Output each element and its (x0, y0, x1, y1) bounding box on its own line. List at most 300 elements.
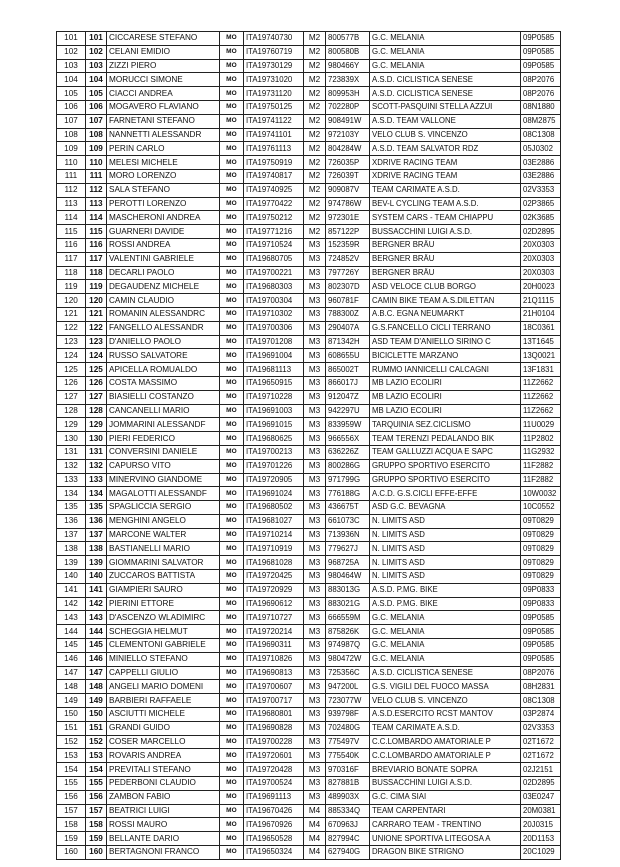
table-row (57, 252, 561, 266)
license-cell: 972301E (326, 211, 370, 225)
license-cell: 627940G (326, 846, 370, 860)
category-cell: M3 (304, 652, 326, 666)
position-cell: 124 (57, 349, 86, 363)
category-cell: M3 (304, 763, 326, 777)
license-cell: 966556X (326, 432, 370, 446)
club-code-cell: 21Q1115 (521, 294, 561, 308)
bib-number-cell: 151 (86, 721, 107, 735)
gender-cell: MO (220, 777, 244, 791)
uci-code-cell: ITA19710228 (244, 390, 304, 404)
bib-number-cell: 125 (86, 363, 107, 377)
license-cell: 912047Z (326, 390, 370, 404)
rider-name-cell: MARCONE WALTER (107, 528, 220, 542)
table-row (57, 349, 561, 363)
uci-code-cell: ITA19680705 (244, 252, 304, 266)
uci-code-cell: ITA19701208 (244, 335, 304, 349)
gender-cell: MO (220, 666, 244, 680)
rider-name-cell: CIACCI ANDREA (107, 87, 220, 101)
table-row (57, 294, 561, 308)
license-cell: 776188G (326, 487, 370, 501)
bib-number-cell: 143 (86, 611, 107, 625)
club-code-cell: 09P0585 (521, 639, 561, 653)
uci-code-cell: ITA19701226 (244, 459, 304, 473)
table-row (57, 197, 561, 211)
uci-code-cell: ITA19710727 (244, 611, 304, 625)
uci-code-cell: ITA19650915 (244, 376, 304, 390)
uci-code-cell: ITA19771216 (244, 225, 304, 239)
uci-code-cell: ITA19720428 (244, 763, 304, 777)
license-cell: 857122P (326, 225, 370, 239)
position-cell: 157 (57, 804, 86, 818)
position-cell: 123 (57, 335, 86, 349)
position-cell: 111 (57, 169, 86, 183)
gender-cell: MO (220, 501, 244, 515)
club-name-cell: ASD G.C. BEVAGNA (370, 501, 521, 515)
rider-name-cell: FARNETANI STEFANO (107, 114, 220, 128)
uci-code-cell: ITA19720601 (244, 749, 304, 763)
gender-cell: MO (220, 570, 244, 584)
category-cell: M4 (304, 818, 326, 832)
table-row (57, 570, 561, 584)
bib-number-cell: 124 (86, 349, 107, 363)
gender-cell: MO (220, 266, 244, 280)
bib-number-cell: 149 (86, 694, 107, 708)
position-cell: 112 (57, 183, 86, 197)
category-cell: M2 (304, 45, 326, 59)
license-cell: 947200L (326, 680, 370, 694)
position-cell: 142 (57, 597, 86, 611)
position-cell: 125 (57, 363, 86, 377)
rider-name-cell: PEDERBONI CLAUDIO (107, 777, 220, 791)
club-name-cell: XDRIVE RACING TEAM (370, 156, 521, 170)
uci-code-cell: ITA19731120 (244, 87, 304, 101)
club-name-cell: MB LAZIO ECOLIRI (370, 390, 521, 404)
club-name-cell: DRAGON BIKE STRIGNO (370, 846, 521, 860)
uci-code-cell: ITA19710302 (244, 307, 304, 321)
club-code-cell: 09T0829 (521, 514, 561, 528)
club-code-cell: 09T0829 (521, 528, 561, 542)
category-cell: M3 (304, 735, 326, 749)
rider-name-cell: NANNETTI ALESSANDR (107, 128, 220, 142)
category-cell: M3 (304, 680, 326, 694)
position-cell: 121 (57, 307, 86, 321)
position-cell: 102 (57, 45, 86, 59)
rider-name-cell: SCHEGGIA HELMUT (107, 625, 220, 639)
club-name-cell: A.S.D. CICLISTICA SENESE (370, 87, 521, 101)
position-cell: 134 (57, 487, 86, 501)
club-code-cell: 11P2802 (521, 432, 561, 446)
table-row (57, 32, 561, 46)
club-code-cell: 20H0023 (521, 280, 561, 294)
uci-code-cell: ITA19750212 (244, 211, 304, 225)
rider-name-cell: PIERI FEDERICO (107, 432, 220, 446)
bib-number-cell: 154 (86, 763, 107, 777)
rider-name-cell: CAPURSO VITO (107, 459, 220, 473)
license-cell: 788300Z (326, 307, 370, 321)
gender-cell: MO (220, 114, 244, 128)
club-name-cell: G.C. MELANIA (370, 59, 521, 73)
gender-cell: MO (220, 625, 244, 639)
gender-cell: MO (220, 418, 244, 432)
bib-number-cell: 107 (86, 114, 107, 128)
club-code-cell: 11Z2662 (521, 390, 561, 404)
table-row (57, 363, 561, 377)
club-name-cell: G.S.FANCELLO CICLI TERRANO (370, 321, 521, 335)
gender-cell: MO (220, 252, 244, 266)
club-code-cell: 20X0303 (521, 238, 561, 252)
category-cell: M3 (304, 266, 326, 280)
gender-cell: MO (220, 59, 244, 73)
table-row (57, 721, 561, 735)
uci-code-cell: ITA19690311 (244, 639, 304, 653)
position-cell: 128 (57, 404, 86, 418)
position-cell: 116 (57, 238, 86, 252)
rider-name-cell: PERIN CARLO (107, 142, 220, 156)
table-row (57, 59, 561, 73)
rider-name-cell: CICCARESE STEFANO (107, 32, 220, 46)
gender-cell: MO (220, 349, 244, 363)
category-cell: M3 (304, 790, 326, 804)
club-name-cell: ASD TEAM D'ANIELLO SIRINO C (370, 335, 521, 349)
category-cell: M2 (304, 114, 326, 128)
club-name-cell: TEAM CARIMATE A.S.D. (370, 721, 521, 735)
rider-name-cell: CLEMENTONI GABRIELE (107, 639, 220, 653)
uci-code-cell: ITA19710919 (244, 542, 304, 556)
club-code-cell: 09T0829 (521, 570, 561, 584)
bib-number-cell: 141 (86, 583, 107, 597)
gender-cell: MO (220, 528, 244, 542)
gender-cell: MO (220, 735, 244, 749)
table-row (57, 528, 561, 542)
uci-code-cell: ITA19691113 (244, 790, 304, 804)
table-row (57, 790, 561, 804)
bib-number-cell: 119 (86, 280, 107, 294)
club-name-cell: N. LIMITS ASD (370, 570, 521, 584)
rider-name-cell: DEGAUDENZ MICHELE (107, 280, 220, 294)
position-cell: 115 (57, 225, 86, 239)
uci-code-cell: ITA19720214 (244, 625, 304, 639)
license-cell: 827881B (326, 777, 370, 791)
uci-code-cell: ITA19700717 (244, 694, 304, 708)
uci-code-cell: ITA19700213 (244, 445, 304, 459)
club-name-cell: BICICLETTE MARZANO (370, 349, 521, 363)
club-name-cell: A.S.D. CICLISTICA SENESE (370, 666, 521, 680)
club-code-cell: 09P0585 (521, 45, 561, 59)
gender-cell: MO (220, 404, 244, 418)
position-cell: 143 (57, 611, 86, 625)
gender-cell: MO (220, 445, 244, 459)
gender-cell: MO (220, 680, 244, 694)
category-cell: M3 (304, 445, 326, 459)
category-cell: M2 (304, 100, 326, 114)
club-code-cell: 20X0303 (521, 252, 561, 266)
bib-number-cell: 101 (86, 32, 107, 46)
rider-name-cell: MOGAVERO FLAVIANO (107, 100, 220, 114)
license-cell: 809953H (326, 87, 370, 101)
category-cell: M3 (304, 473, 326, 487)
table-row (57, 307, 561, 321)
category-cell: M3 (304, 501, 326, 515)
club-name-cell: BERGNER BRÄU (370, 266, 521, 280)
bib-number-cell: 146 (86, 652, 107, 666)
club-code-cell: 02D2895 (521, 777, 561, 791)
position-cell: 151 (57, 721, 86, 735)
club-code-cell: 02V3353 (521, 183, 561, 197)
position-cell: 158 (57, 818, 86, 832)
license-cell: 871342H (326, 335, 370, 349)
table-row (57, 87, 561, 101)
license-cell: 702280P (326, 100, 370, 114)
table-row (57, 225, 561, 239)
category-cell: M3 (304, 363, 326, 377)
gender-cell: MO (220, 169, 244, 183)
category-cell: M3 (304, 694, 326, 708)
bib-number-cell: 127 (86, 390, 107, 404)
club-code-cell: 20J0315 (521, 818, 561, 832)
club-code-cell: 02P3865 (521, 197, 561, 211)
rider-name-cell: ROVARIS ANDREA (107, 749, 220, 763)
club-name-cell: N. LIMITS ASD (370, 528, 521, 542)
uci-code-cell: ITA19700524 (244, 777, 304, 791)
license-cell: 725356C (326, 666, 370, 680)
position-cell: 150 (57, 708, 86, 722)
club-name-cell: TEAM GALLUZZI ACQUA E SAPC (370, 445, 521, 459)
club-name-cell: A.C.D. G.S.CICLI EFFE-EFFE (370, 487, 521, 501)
table-row (57, 45, 561, 59)
gender-cell: MO (220, 156, 244, 170)
club-code-cell: 11F2882 (521, 459, 561, 473)
gender-cell: MO (220, 790, 244, 804)
position-cell: 118 (57, 266, 86, 280)
license-cell: 908491W (326, 114, 370, 128)
table-row (57, 611, 561, 625)
bib-number-cell: 131 (86, 445, 107, 459)
rider-name-cell: ROSSI MAURO (107, 818, 220, 832)
rider-name-cell: ZIZZI PIERO (107, 59, 220, 73)
license-cell: 804284W (326, 142, 370, 156)
bib-number-cell: 116 (86, 238, 107, 252)
license-cell: 489903X (326, 790, 370, 804)
table-row (57, 335, 561, 349)
club-name-cell: GRUPPO SPORTIVO ESERCITO (370, 473, 521, 487)
gender-cell: MO (220, 804, 244, 818)
rider-name-cell: VALENTINI GABRIELE (107, 252, 220, 266)
club-code-cell: 02J2151 (521, 763, 561, 777)
bib-number-cell: 112 (86, 183, 107, 197)
gender-cell: MO (220, 583, 244, 597)
table-row (57, 652, 561, 666)
license-cell: 974987Q (326, 639, 370, 653)
club-code-cell: 20X0303 (521, 266, 561, 280)
club-code-cell: 03P2874 (521, 708, 561, 722)
gender-cell: MO (220, 390, 244, 404)
category-cell: M3 (304, 666, 326, 680)
category-cell: M4 (304, 804, 326, 818)
club-name-cell: CAMIN BIKE TEAM A.S.DILETTAN (370, 294, 521, 308)
bib-number-cell: 142 (86, 597, 107, 611)
club-name-cell: A.S.D. TEAM SALVATOR RDZ (370, 142, 521, 156)
club-name-cell: RUMMO IANNICELLI CALCAGNI (370, 363, 521, 377)
position-cell: 140 (57, 570, 86, 584)
category-cell: M3 (304, 639, 326, 653)
position-cell: 108 (57, 128, 86, 142)
club-name-cell: G.C. MELANIA (370, 45, 521, 59)
gender-cell: MO (220, 542, 244, 556)
position-cell: 110 (57, 156, 86, 170)
license-cell: 883013G (326, 583, 370, 597)
rider-name-cell: ZUCCAROS BATTISTA (107, 570, 220, 584)
table-row (57, 418, 561, 432)
club-name-cell: TEAM CARPENTARI (370, 804, 521, 818)
category-cell: M3 (304, 542, 326, 556)
table-row (57, 432, 561, 446)
license-cell: 942297U (326, 404, 370, 418)
license-cell: 670963J (326, 818, 370, 832)
position-cell: 130 (57, 432, 86, 446)
category-cell: M2 (304, 169, 326, 183)
club-code-cell: 18C0361 (521, 321, 561, 335)
club-name-cell: VELO CLUB S. VINCENZO (370, 694, 521, 708)
position-cell: 148 (57, 680, 86, 694)
position-cell: 127 (57, 390, 86, 404)
table-row (57, 749, 561, 763)
uci-code-cell: ITA19680801 (244, 708, 304, 722)
uci-code-cell: ITA19760719 (244, 45, 304, 59)
license-cell: 974786W (326, 197, 370, 211)
club-name-cell: BEV-L CYCLING TEAM A.S.D. (370, 197, 521, 211)
club-name-cell: BERGNER BRÄU (370, 238, 521, 252)
club-name-cell: G.C. MELANIA (370, 611, 521, 625)
bib-number-cell: 113 (86, 197, 107, 211)
table-row (57, 142, 561, 156)
uci-code-cell: ITA19710826 (244, 652, 304, 666)
category-cell: M2 (304, 73, 326, 87)
position-cell: 120 (57, 294, 86, 308)
license-cell: 152359R (326, 238, 370, 252)
club-code-cell: 08P2076 (521, 666, 561, 680)
club-name-cell: G.C. MELANIA (370, 625, 521, 639)
position-cell: 119 (57, 280, 86, 294)
uci-code-cell: ITA19700228 (244, 735, 304, 749)
uci-code-cell: ITA19750125 (244, 100, 304, 114)
table-body (57, 32, 561, 860)
license-cell: 800286G (326, 459, 370, 473)
license-cell: 968725A (326, 556, 370, 570)
bib-number-cell: 139 (86, 556, 107, 570)
bib-number-cell: 126 (86, 376, 107, 390)
club-code-cell: 11U0029 (521, 418, 561, 432)
bib-number-cell: 153 (86, 749, 107, 763)
position-cell: 159 (57, 832, 86, 846)
club-code-cell: 20D1153 (521, 832, 561, 846)
gender-cell: MO (220, 459, 244, 473)
table-row (57, 487, 561, 501)
rider-name-cell: CAPPELLI GIULIO (107, 666, 220, 680)
table-row (57, 211, 561, 225)
bib-number-cell: 120 (86, 294, 107, 308)
club-code-cell: 13Q0021 (521, 349, 561, 363)
license-cell: 726035P (326, 156, 370, 170)
position-cell: 145 (57, 639, 86, 653)
category-cell: M3 (304, 376, 326, 390)
license-cell: 972103Y (326, 128, 370, 142)
bib-number-cell: 121 (86, 307, 107, 321)
uci-code-cell: ITA19681027 (244, 514, 304, 528)
gender-cell: MO (220, 694, 244, 708)
gender-cell: MO (220, 211, 244, 225)
license-cell: 800580B (326, 45, 370, 59)
club-code-cell: 03E0247 (521, 790, 561, 804)
club-code-cell: 02T1672 (521, 749, 561, 763)
category-cell: M3 (304, 335, 326, 349)
club-code-cell: 09P0585 (521, 32, 561, 46)
club-name-cell: A.S.D. P.MG. BIKE (370, 583, 521, 597)
table-row (57, 708, 561, 722)
license-cell: 800577B (326, 32, 370, 46)
rider-name-cell: CONVERSINI DANIELE (107, 445, 220, 459)
uci-code-cell: ITA19761113 (244, 142, 304, 156)
rider-name-cell: BERTAGNONI FRANCO (107, 846, 220, 860)
rider-name-cell: GUARNERI DAVIDE (107, 225, 220, 239)
rider-name-cell: PEROTTI LORENZO (107, 197, 220, 211)
rider-name-cell: COSER MARCELLO (107, 735, 220, 749)
rider-name-cell: MORO LORENZO (107, 169, 220, 183)
gender-cell: MO (220, 639, 244, 653)
gender-cell: MO (220, 307, 244, 321)
club-name-cell: UNIONE SPORTIVA LITEGOSA A (370, 832, 521, 846)
position-cell: 101 (57, 32, 86, 46)
position-cell: 149 (57, 694, 86, 708)
club-code-cell: 02V3353 (521, 721, 561, 735)
rider-name-cell: BEATRICI LUIGI (107, 804, 220, 818)
category-cell: M3 (304, 514, 326, 528)
club-code-cell: 03E2886 (521, 169, 561, 183)
category-cell: M3 (304, 280, 326, 294)
club-name-cell: G.C. MELANIA (370, 639, 521, 653)
uci-code-cell: ITA19741101 (244, 128, 304, 142)
position-cell: 141 (57, 583, 86, 597)
table-row (57, 100, 561, 114)
club-name-cell: BUSSACCHINI LUIGI A.S.D. (370, 225, 521, 239)
uci-code-cell: ITA19670926 (244, 818, 304, 832)
club-name-cell: MB LAZIO ECOLIRI (370, 376, 521, 390)
gender-cell: MO (220, 556, 244, 570)
uci-code-cell: ITA19680303 (244, 280, 304, 294)
position-cell: 153 (57, 749, 86, 763)
position-cell: 126 (57, 376, 86, 390)
license-cell: 702480G (326, 721, 370, 735)
gender-cell: MO (220, 846, 244, 860)
club-code-cell: 08C1308 (521, 694, 561, 708)
license-cell: 885334Q (326, 804, 370, 818)
gender-cell: MO (220, 321, 244, 335)
uci-code-cell: ITA19720905 (244, 473, 304, 487)
uci-code-cell: ITA19770422 (244, 197, 304, 211)
bib-number-cell: 156 (86, 790, 107, 804)
category-cell: M3 (304, 238, 326, 252)
category-cell: M2 (304, 32, 326, 46)
bib-number-cell: 108 (86, 128, 107, 142)
table-row (57, 597, 561, 611)
gender-cell: MO (220, 294, 244, 308)
category-cell: M2 (304, 59, 326, 73)
club-name-cell: TEAM CARIMATE A.S.D. (370, 183, 521, 197)
position-cell: 131 (57, 445, 86, 459)
bib-number-cell: 111 (86, 169, 107, 183)
gender-cell: MO (220, 832, 244, 846)
license-cell: 666559M (326, 611, 370, 625)
bib-number-cell: 118 (86, 266, 107, 280)
